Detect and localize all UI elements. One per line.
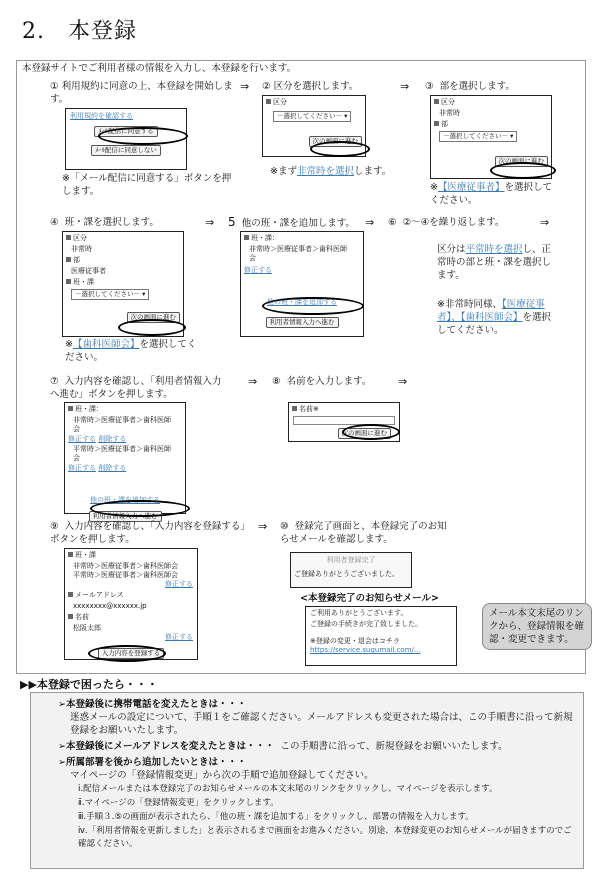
highlight-oval bbox=[88, 645, 166, 662]
next-button: 次の画面に進む bbox=[127, 312, 181, 323]
next-button: 次の画面に進む bbox=[495, 156, 549, 167]
step-text: 部を選択します。 bbox=[439, 81, 515, 92]
arrow-icon: ⇒ bbox=[240, 80, 250, 93]
arrow-icon: ⇒ bbox=[205, 216, 215, 229]
step-text: 班・課を選択します。 bbox=[64, 217, 159, 228]
highlight-oval bbox=[262, 297, 364, 315]
step-text: 登録完了画面と、本登録完了のお知らせメールを確認します。 bbox=[280, 521, 447, 545]
step-8-screenshot: 名前※ 次の画面に進む bbox=[288, 402, 400, 442]
department-select: －選択してください－ ▾ bbox=[439, 131, 517, 142]
step-3-screenshot: 区分 非常時 部 －選択してください－ ▾ 次の画面に進む bbox=[430, 95, 552, 179]
arrow-icon: ⇒ bbox=[400, 80, 410, 93]
step-1 bbox=[50, 80, 235, 106]
highlight-oval bbox=[98, 127, 188, 145]
step-4 bbox=[50, 216, 159, 229]
step-6-note: ※非常時同様、【医療従事者】、【歯科医師会】を選択してください。 bbox=[437, 299, 552, 336]
terms-link: 利用規約を確認する bbox=[70, 112, 133, 120]
trouble-heading: ▶▶本登録で困ったら・・・ bbox=[20, 678, 158, 691]
highlight-oval bbox=[310, 141, 370, 157]
step-text: 入力内容を確認し、「利用者情報入力へ進む」ボタンを押します。 bbox=[50, 376, 222, 400]
step-number: ⑥ bbox=[388, 217, 397, 228]
next-button: 次の画面に進む bbox=[309, 136, 363, 147]
step-text: ②〜④を繰り返します。 bbox=[402, 217, 505, 228]
trouble-sub-1: ⅰ.配信メールまたは本登録完了のお知らせメールの本文末尾のリンクをクリックし、マイページを表示します。 bbox=[78, 784, 498, 794]
page-title: 2. 本登録 bbox=[22, 19, 137, 44]
highlight-oval bbox=[90, 500, 190, 517]
step-5-screenshot: 班・課： 非常時＞医療従事者＞歯科医師会 修正する 他の班・課を追加する 利用者情報入力へ進む bbox=[240, 231, 364, 337]
step-number: 5 bbox=[228, 215, 236, 229]
step-5 bbox=[228, 216, 355, 230]
step-7-screenshot: 班・課： 非常時＞医療従事者＞歯科医師会 修正する 削除する 平常時＞医療従事者＞歯科医師会 修正する 削除する 他の班・課を追加する 利用者情報入力へ進む bbox=[64, 402, 186, 514]
proceed-button: 利用者情報入力へ進む bbox=[266, 317, 339, 328]
highlight-oval bbox=[342, 424, 400, 440]
disagree-button: ﾒｰﾙ配信に同意しない bbox=[91, 145, 161, 156]
arrow-icon: ⇒ bbox=[540, 216, 550, 229]
field-label: 区分 bbox=[273, 98, 287, 106]
step-10-screenshot: 利用者登録完了 ご登録ありがとうございました。 bbox=[290, 552, 412, 588]
agree-button: ﾒｰﾙ配信に同意する bbox=[94, 126, 157, 137]
step-9 bbox=[50, 520, 250, 546]
intro-text: 本登録サイトでご利用者様の情報を入力し、本登録を行います。 bbox=[22, 63, 297, 74]
step-4-screenshot: 区分 非常時 部 医療従事者 班・課 －選択してください－ ▾ 次の画面に進む bbox=[62, 231, 184, 337]
trouble-item-3-body: マイページの「登録情報変更」から次の手順で追加登録してください。 bbox=[70, 770, 374, 781]
step-text: 利用規約に同意の上、本登録を開始します。 bbox=[50, 81, 233, 105]
submit-button: 入力内容を登録する bbox=[98, 648, 165, 659]
highlight-oval bbox=[118, 319, 186, 336]
trouble-item-3-head: ➢所属部署を後から追加したいときは・・・ bbox=[58, 757, 247, 768]
trouble-item-2: ➢本登録後にメールアドレスを変えたときは・・・ この手順書に沿って、新規登録をお願いいたします。 bbox=[58, 741, 508, 752]
arrow-icon: ⇒ bbox=[258, 520, 268, 533]
step-8 bbox=[272, 375, 371, 388]
arrow-icon: ⇒ bbox=[365, 216, 375, 229]
step-3 bbox=[425, 80, 515, 93]
step-number: ② bbox=[262, 81, 271, 92]
highlight-oval bbox=[490, 162, 556, 179]
completion-mail: ご利用ありがとうございます。 ご登録の手続きが完了致しました。 ※登録の変更・退会はコチラ https://service.sugumail.com/... bbox=[305, 606, 457, 666]
trouble-item-1-head: ➢本登録後に携帯電話を変えたときは・・・ bbox=[58, 699, 247, 710]
step-9-screenshot: 班・課 非常時＞医療従事者＞歯科医師会 平常時＞医療従事者＞歯科医師会 修正する メールアドレス xxxxxxxx@xxxxxx.jp 名前 松阪太郎 修正する 入力内容を登録する bbox=[64, 548, 198, 660]
callout: メール本文末尾のリンクから、登録情報を確認・変更できます。 bbox=[482, 603, 592, 650]
proceed-button: 利用者情報入力へ進む bbox=[89, 511, 162, 522]
edit-link: 修正する bbox=[244, 266, 272, 274]
step-7 bbox=[50, 375, 225, 401]
step-number: ⑦ bbox=[50, 376, 59, 387]
trouble-item-1-body: 迷惑メールの設定について、手順１をご確認ください。メールアドレスも変更された場合は、この手順書に沿って新規登録をお願いいたします。 bbox=[70, 712, 573, 736]
step-text: 他の班・課を追加します。 bbox=[241, 218, 355, 229]
step-3-note: ※【医療従事者】を選択してください。 bbox=[430, 182, 552, 206]
step-number: ⑨ bbox=[50, 521, 59, 532]
step-text: 入力内容を確認し、「入力内容を登録する」ボタンを押します。 bbox=[50, 521, 250, 545]
step-number: ⑩ bbox=[280, 521, 289, 532]
step-number: ③ bbox=[425, 81, 434, 92]
trouble-sub-3: ⅲ.手順３.⑤の画面が表示されたら、「他の班・課を追加する」をクリックし、部署の情報を入力します。 bbox=[78, 812, 474, 822]
step-2 bbox=[262, 80, 358, 93]
trouble-sub-2: ⅱ.マイページの「登録情報変更」をクリックします。 bbox=[78, 798, 279, 808]
arrow-icon: ⇒ bbox=[398, 375, 408, 388]
step-10 bbox=[280, 520, 455, 546]
trouble-sub-4: ⅳ.「利用者情報を更新しました」と表示されるまで画面をお進みください。別途、本登録変更のお知らせメールが届きますのでご確認ください。 bbox=[78, 826, 572, 849]
step-6-detail: 区分は平常時を選択し、正常時の部と班・課を選択します。 bbox=[437, 244, 552, 281]
mypage-link: https://service.sugumail.com/... bbox=[310, 646, 421, 654]
mail-title: <本登録完了のお知らせメール> bbox=[300, 593, 439, 604]
step-4-note: ※【歯科医師会】を選択してください。 bbox=[65, 339, 197, 363]
step-text: 名前を入力します。 bbox=[286, 376, 372, 387]
step-1-note: ※「メール配信に同意する」ボタンを押します。 bbox=[62, 173, 232, 197]
step-text: 区分を選択します。 bbox=[273, 81, 359, 92]
next-button: 次の画面に進む bbox=[338, 428, 392, 439]
add-section-link: 他の班・課を追加する bbox=[267, 298, 337, 306]
step-2-note: ※まず非常時を選択します。 bbox=[270, 166, 392, 177]
step-number: ① bbox=[50, 81, 59, 92]
section-select: －選択してください－ ▾ bbox=[71, 289, 149, 300]
step-6 bbox=[388, 216, 533, 229]
category-select: －選択してください－ ▾ bbox=[273, 111, 351, 122]
arrow-icon: ⇒ bbox=[248, 375, 258, 388]
step-number: ④ bbox=[50, 217, 59, 228]
step-number: ⑧ bbox=[272, 376, 281, 387]
